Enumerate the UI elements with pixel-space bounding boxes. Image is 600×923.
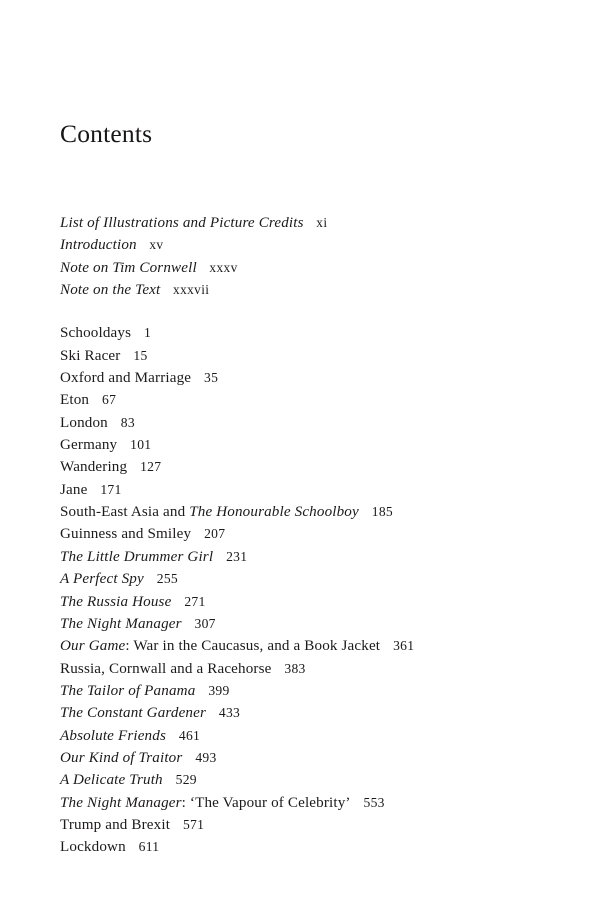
chapter-entry[interactable] (60, 479, 560, 501)
entry-title-run: Wandering (60, 459, 128, 476)
front-matter-entry[interactable] (60, 212, 560, 234)
chapter-entry[interactable] (60, 434, 560, 456)
entry-page-number: 611 (138, 839, 160, 855)
front-matter-list (60, 212, 560, 301)
entry-page-number: 171 (100, 481, 122, 497)
entry-title-run: The Night Manager (60, 794, 182, 811)
chapter-entry[interactable] (60, 702, 560, 724)
front-matter-entry[interactable] (60, 234, 560, 256)
entry-title-run: The Tailor of Panama (60, 682, 196, 699)
entry-title-run: Our Game (60, 638, 126, 655)
entry-page-number: xxxv (209, 259, 238, 275)
entry-page-number: 207 (204, 526, 226, 542)
entry-title-run: The Little Drummer Girl (60, 548, 214, 565)
entry-title-run: The Constant Gardener (60, 705, 207, 722)
entry-title-run: Guinness and Smiley (60, 526, 192, 543)
chapter-entry[interactable] (60, 591, 560, 613)
entry-page-number: 271 (184, 593, 206, 609)
chapter-entry[interactable] (60, 836, 560, 858)
entry-title-run: A Delicate Truth (60, 772, 163, 789)
chapter-entry[interactable] (60, 769, 560, 791)
chapter-entry[interactable] (60, 568, 560, 590)
chapter-entry[interactable] (60, 725, 560, 747)
entry-page-number: 1 (144, 325, 152, 341)
entry-page-number: 361 (393, 638, 415, 654)
chapter-entry[interactable] (60, 367, 560, 389)
entry-page-number: xv (149, 237, 164, 253)
entry-title-run: Introduction (60, 237, 137, 254)
entry-page-number: 15 (133, 347, 148, 363)
entry-title-run: Absolute Friends (60, 727, 166, 744)
entry-title-run: Schooldays (60, 325, 132, 342)
entry-page-number: 493 (195, 749, 217, 765)
entry-title-run: The Russia House (60, 593, 172, 610)
chapter-entry[interactable] (60, 456, 560, 478)
entry-title-run: Trump and Brexit (60, 816, 171, 833)
entry-title-run: Germany (60, 437, 118, 454)
front-matter-entry[interactable] (60, 257, 560, 279)
entry-page-number: 529 (175, 772, 197, 788)
entry-title-run: London (60, 414, 108, 431)
chapter-entry[interactable] (60, 523, 560, 545)
chapter-entry[interactable] (60, 546, 560, 568)
entry-title-run: List of Illustrations and Picture Credits (60, 215, 304, 231)
entry-page-number: 255 (156, 571, 178, 587)
front-matter-entry[interactable] (60, 279, 560, 301)
entry-page-number: 433 (218, 705, 241, 721)
chapter-entry[interactable] (60, 792, 560, 814)
entry-page-number: 35 (204, 370, 219, 386)
chapter-entry[interactable] (60, 635, 560, 657)
chapter-entry[interactable] (60, 345, 560, 367)
chapter-entry[interactable] (60, 814, 560, 836)
entry-title-run: Lockdown (60, 839, 126, 856)
entry-page-number: 101 (130, 437, 152, 453)
entry-title-run: Ski Racer (60, 347, 121, 364)
chapter-entry[interactable] (60, 747, 560, 769)
chapter-entry[interactable] (60, 613, 560, 635)
entry-page-number: xi (316, 215, 328, 230)
entry-page-number: 461 (178, 727, 201, 743)
entry-page-number: 127 (140, 459, 162, 475)
entry-title-run: The Honourable Schoolboy (189, 504, 359, 521)
table-of-contents (60, 212, 560, 859)
entry-page-number: 231 (226, 548, 248, 564)
chapter-entry[interactable] (60, 501, 560, 523)
chapter-entry[interactable] (60, 389, 560, 411)
entry-title-run: : ‘The Vapour of Celebrity’ (181, 794, 351, 811)
entry-title-run: Oxford and Marriage (60, 370, 192, 387)
entry-title-run: Eton (60, 392, 90, 409)
entry-title-run: : War in the Caucasus, and a Book Jacket (125, 638, 381, 655)
chapter-entry[interactable] (60, 412, 560, 434)
entry-title-run: Note on Tim Cornwell (60, 259, 197, 276)
chapter-entry[interactable] (60, 658, 560, 680)
entry-page-number: 307 (194, 615, 216, 631)
entry-title-run: A Perfect Spy (60, 571, 144, 588)
entry-title-run: Note on the Text (60, 282, 161, 299)
entry-page-number: 185 (371, 504, 393, 520)
entry-page-number: 67 (102, 392, 117, 408)
entry-title-run: Our Kind of Traitor (60, 749, 183, 766)
entry-page-number: 83 (120, 414, 135, 430)
entry-title-run: Jane (60, 481, 88, 498)
chapter-entry[interactable] (60, 322, 560, 344)
chapter-entry[interactable] (60, 680, 560, 702)
entry-page-number: 571 (182, 816, 205, 832)
chapter-list (60, 322, 560, 858)
entry-title-run: Russia, Cornwall and a Racehorse (60, 660, 272, 677)
entry-title-run: South-East Asia and (60, 504, 190, 521)
entry-page-number: 553 (363, 794, 385, 810)
entry-page-number: 399 (208, 682, 230, 698)
entry-page-number: xxxvii (173, 282, 210, 298)
entry-title-run: The Night Manager (60, 615, 182, 632)
entry-page-number: 383 (284, 660, 306, 676)
page-title: Contents (60, 119, 153, 148)
